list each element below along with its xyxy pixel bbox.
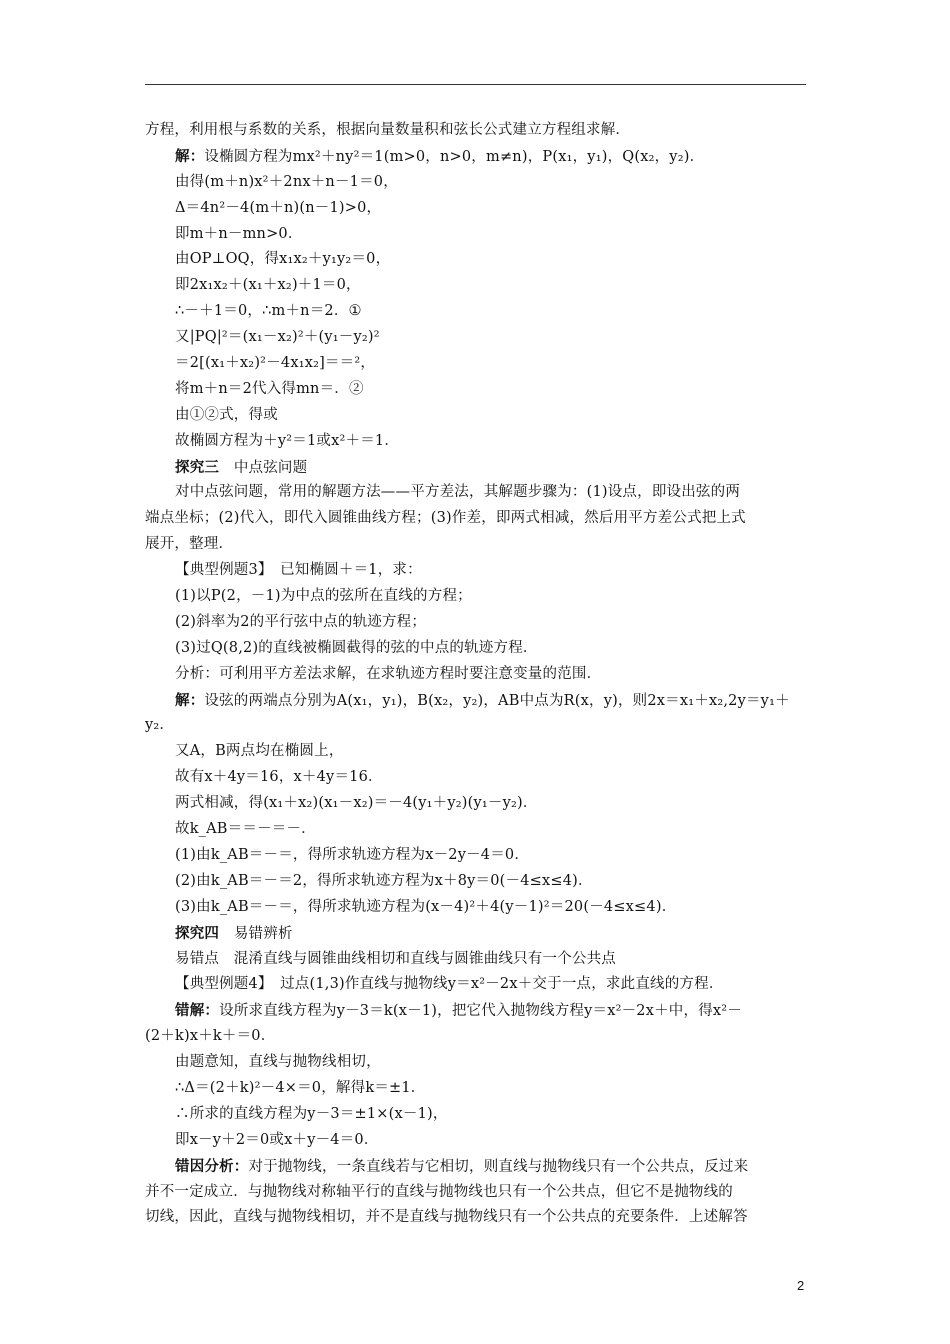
line-text: 将m＋n＝2代入得mn＝．② [175,380,364,397]
line-text: ∴Δ＝(2＋k)²－4×＝0，解得k＝±1． [175,1079,426,1096]
line-text: 对于抛物线，一条直线若与它相切，则直线与抛物线只有一个公共点，反过来 [248,1158,749,1175]
line-text: 由①②式，得或 [175,406,278,423]
line-text: 又A，B两点均在椭圆上， [175,743,344,760]
text-line [145,765,807,791]
text-line [145,1050,807,1076]
text-line [145,247,807,273]
text-line [145,739,807,765]
line-text: 并不一定成立．与抛物线对称轴平行的直线与抛物线也只有一个公共点，但它不是抛物线的 [145,1183,733,1200]
bold-lead-label: 探究四 [175,924,234,942]
line-text: 端点坐标；(2)代入，即代入圆锥曲线方程；(3)作差，即两式相减，然后用平方差公式把上式 [145,510,746,527]
line-text: 设弦的两端点分别为A(x₁，y₁)，B(x₂，y₂)，AB中点为R(x，y)，则2x＝x₁＋x₂,2y＝y₁＋ [204,692,790,709]
bold-lead-label: 解： [175,691,205,709]
line-text: (1)由k_AB＝－＝，得所求轨迹方程为x－2y－4＝0． [175,846,530,863]
text-line [145,1128,807,1154]
line-text: 方程，利用根与系数的关系，根据向量数量积和弦长公式建立方程组求解． [145,122,631,138]
text-line [145,222,807,248]
line-text: (3)由k_AB＝－＝，得所求轨迹方程为(x－4)²＋4(y－1)²＝20(－4≤x≤4)． [175,898,677,915]
text-line [145,843,807,869]
text-line [145,273,807,299]
bold-lead-label: 探究三 [175,458,234,476]
text-line [145,532,807,558]
line-text: 由得(m＋n)x²＋2nx＋n－1＝0， [175,173,398,190]
line-text: 设椭圆方程为mx²＋ny²＝1(m>0，n>0，m≠n)，P(x₁，y₁)，Q(x₂，y₂)． [204,148,705,165]
line-text: 由题意知，直线与抛物线相切， [175,1054,381,1071]
line-text: 易错辨析 [233,925,293,942]
line-text: y₂． [145,717,175,734]
text-line [145,869,807,895]
line-text: 即2x₁x₂＋(x₁＋x₂)＋1＝0， [175,277,361,294]
line-text: 设所求直线方程为y－3＝k(x－1)，把它代入抛物线方程y＝x²－2x＋中，得x²－ [219,1003,743,1020]
text-line [145,1205,807,1231]
text-line [145,1024,807,1050]
text-line [145,351,807,377]
text-line [145,636,807,662]
line-text: ∴－＋1＝0，∴m＋n＝2．① [175,303,362,320]
bold-lead-label: 错因分析： [175,1157,249,1175]
line-text: 【典型例题4】 过点(1,3)作直线与抛物线y＝x²－2x＋交于一点，求此直线的方程． [175,976,724,993]
text-line [145,1154,807,1180]
line-text: 故椭圆方程为＋y²＝1或x²＋＝1． [175,432,400,449]
line-text: (1)以P(2，－1)为中点的弦所在直线的方程； [175,588,472,605]
bold-lead-label: 错解： [175,1002,220,1020]
document-body [145,118,807,1231]
text-line [145,118,807,144]
line-text: 中点弦问题 [233,459,308,476]
text-line [145,144,807,170]
text-line [145,817,807,843]
line-text: (2)斜率为2的平行弦中点的轨迹方程； [175,613,427,630]
line-text: ＝2[(x₁＋x₂)²－4x₁x₂]＝＝²， [175,355,376,372]
text-line [145,895,807,921]
line-text: 故k_AB＝＝－＝－． [175,821,316,838]
line-text: 又|PQ|²＝(x₁－x₂)²＋(y₁－y₂)² [175,329,380,346]
line-text: 切线，因此，直线与抛物线相切，并不是直线与抛物线只有一个公共点的充要条件．上述解答 [145,1209,748,1226]
text-line [145,325,807,351]
text-line [145,662,807,688]
text-line [145,791,807,817]
text-line [145,998,807,1024]
line-text: (2)由k_AB＝－＝2，得所求轨迹方程为x＋8y＝0(－4≤x≤4)． [175,872,593,889]
line-text: 对中点弦问题，常用的解题方法——平方差法，其解题步骤为：(1)设点，即设出弦的两 [175,484,741,501]
text-line [145,1102,807,1128]
text-line [145,688,807,714]
bold-lead-label: 解： [175,147,205,165]
text-line [145,972,807,998]
text-line [145,170,807,196]
line-text: 易错点 混淆直线与圆锥曲线相切和直线与圆锥曲线只有一个公共点 [175,950,616,967]
text-line [145,1076,807,1102]
page-number: 2 [797,1278,805,1293]
text-line [145,299,807,325]
line-text: 【典型例题3】 已知椭圆＋＝1，求： [175,562,422,579]
text-line [145,455,807,481]
line-text: (3)过Q(8,2)的直线被椭圆截得的弦的中点的轨迹方程． [175,639,538,656]
line-text: 由OP⊥OQ，得x₁x₂＋y₁y₂＝0， [175,251,391,268]
line-text: Δ＝4n²－4(m＋n)(n－1)>0， [175,199,382,216]
text-line [145,584,807,610]
text-line [145,403,807,429]
text-line [145,558,807,584]
text-line [145,921,807,947]
text-line [145,1180,807,1206]
line-text: 展开，整理． [145,536,234,553]
line-text: 即m＋n－mn>0． [175,225,303,242]
line-text: 分析：可利用平方差法求解，在求轨迹方程时要注意变量的范围． [175,665,602,682]
line-text: (2＋k)x＋k＋＝0． [145,1028,276,1045]
text-line [145,713,807,739]
header-rule [145,84,806,85]
text-line [145,506,807,532]
line-text: 两式相减，得(x₁＋x₂)(x₁－x₂)＝－4(y₁＋y₂)(y₁－y₂)． [175,795,538,812]
text-line [145,947,807,973]
text-line [145,480,807,506]
text-line [145,429,807,455]
text-line [145,610,807,636]
line-text: ∴所求的直线方程为y－3＝±1×(x－1)， [175,1105,448,1122]
text-line [145,377,807,403]
text-line [145,196,807,222]
line-text: 即x－y＋2＝0或x＋y－4＝0． [175,1131,379,1148]
line-text: 故有x＋4y＝16，x＋4y＝16． [175,769,383,786]
